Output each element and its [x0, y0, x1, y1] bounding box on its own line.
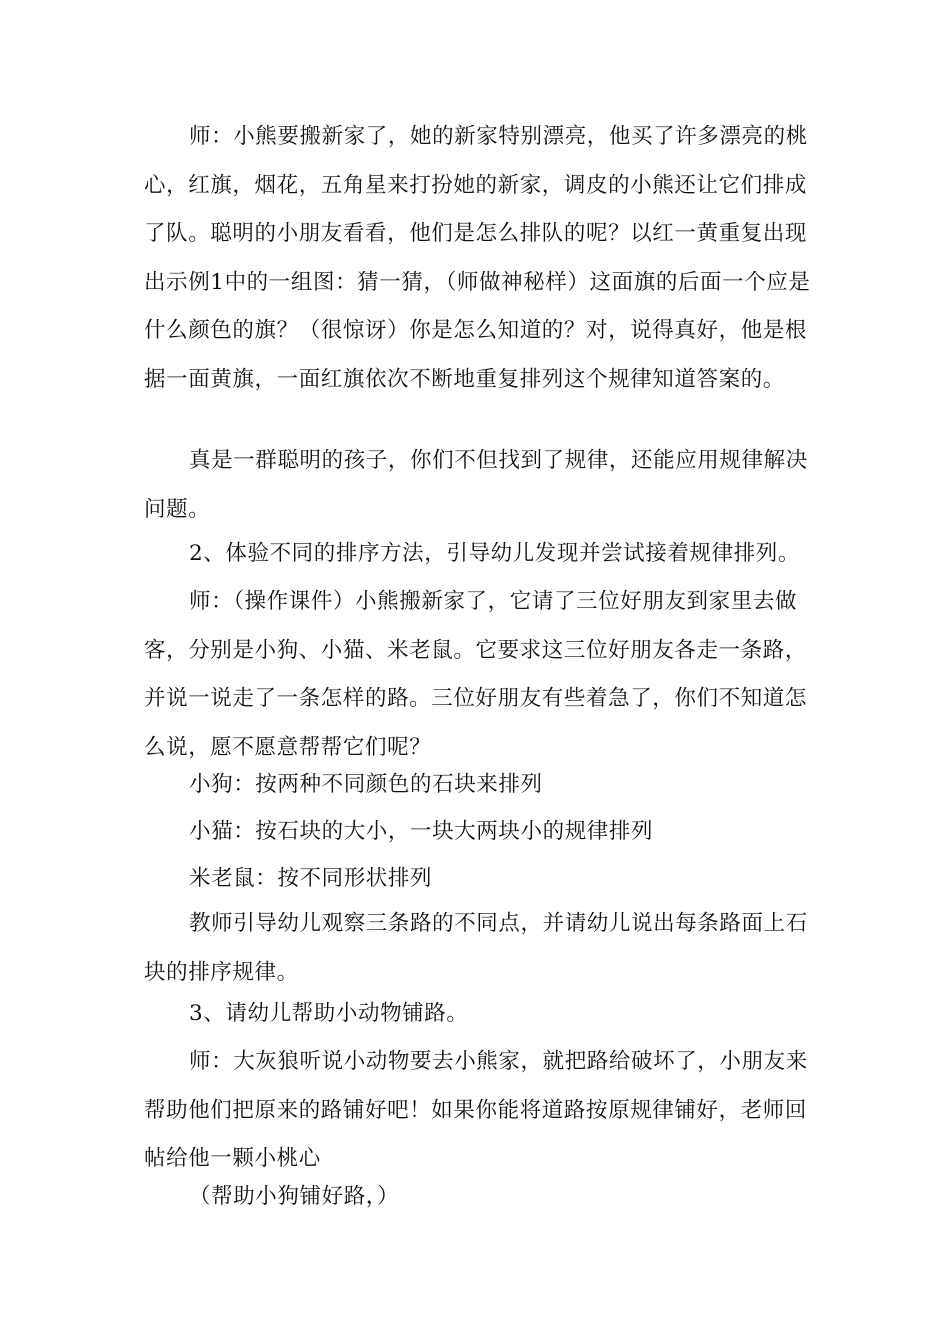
- paragraph-story-intro: 师：小熊要搬新家了，她的新家特别漂亮，他买了许多漂亮的桃心，红旗，烟花，五角星来打扮她的新家，调皮的小熊还让它们排成了队。聪明的小朋友看看，他们是怎么排队的呢？以红一黄重复出现出示例1中的一组图：猜一猜，（师做神秘样）这面旗的后面一个应是什么颜色的旗？（很惊讶）你是怎么知道的？对，说得真好，他是根据一面黄旗，一面红旗依次不断地重复排列这个规律知道答案的。: [144, 124, 811, 392]
- paragraph-teacher-guide: 教师引导幼儿观察三条路的不同点，并请幼儿说出每条路面上石块的排序规律。: [144, 911, 808, 985]
- paragraph-praise: 真是一群聪明的孩子，你们不但找到了规律，还能应用规律解决问题。: [144, 448, 808, 522]
- section-heading-3: 3、请幼儿帮助小动物铺路。: [189, 1001, 469, 1026]
- paragraph-big-bad-wolf: 师：大灰狼听说小动物要去小熊家，就把路给破坏了，小朋友来帮助他们把原来的路铺好吧！如果你能将道路按原规律铺好，老师回帖给他一颗小桃心: [144, 1049, 808, 1171]
- paragraph-mickey-rule: 米老鼠：按不同形状排列: [189, 866, 433, 891]
- paragraph-help-puppy: （帮助小狗铺好路，）: [189, 1184, 400, 1209]
- paragraph-moving-house: 师：（操作课件）小熊搬新家了，它请了三位好朋友到家里去做客，分别是小狗、小猫、米老鼠。它要求这三位好朋友各走一条路，并说一说走了一条怎样的路。三位好朋友有些着急了，你们不知道怎么说，愿不愿意帮帮它们呢？: [144, 589, 808, 760]
- paragraph-puppy-rule: 小狗：按两种不同颜色的石块来排列: [189, 772, 543, 797]
- section-heading-2: 2、体验不同的排序方法，引导幼儿发现并尝试接着规律排列。: [189, 541, 800, 566]
- paragraph-kitten-rule: 小猫：按石块的大小，一块大两块小的规律排列: [189, 819, 654, 844]
